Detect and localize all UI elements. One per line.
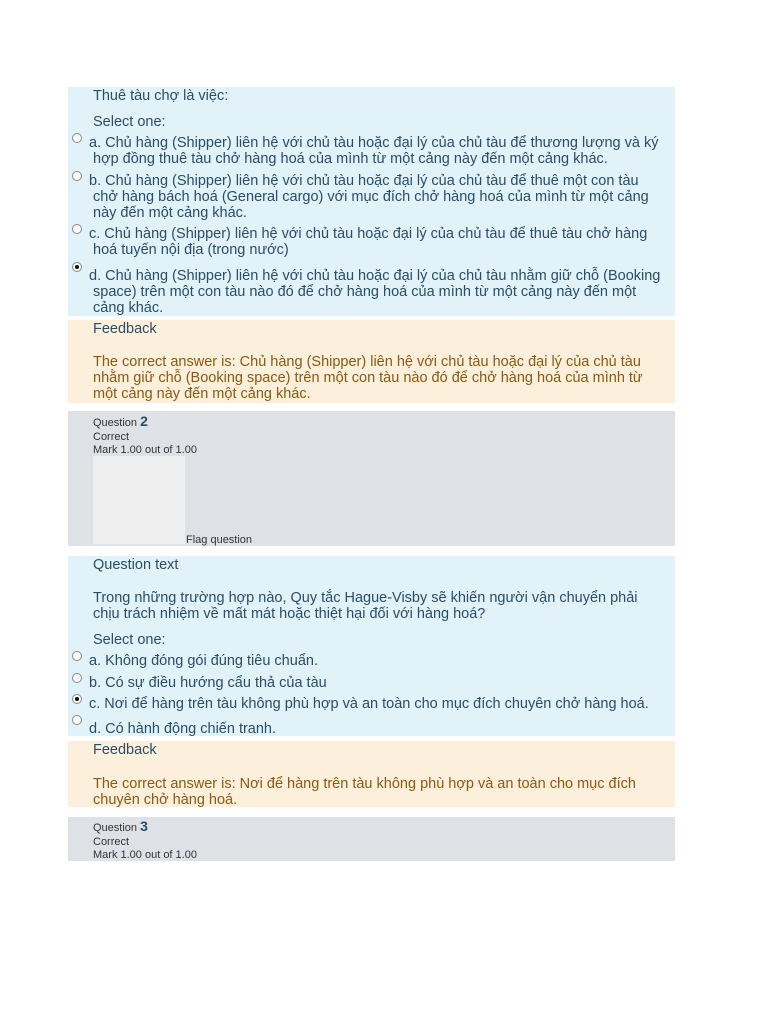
- flag-question-link[interactable]: Flag question: [186, 534, 253, 546]
- q1-option-d-line3: cảng khác.: [93, 300, 164, 316]
- question-2-state: Correct: [93, 431, 130, 443]
- question-3-mark: Mark 1.00 out of 1.00: [93, 849, 197, 861]
- question-3-heading: [93, 820, 148, 835]
- q1-option-c-radio[interactable]: [72, 224, 82, 234]
- q1-option-a-line1[interactable]: a. Chủ hàng (Shipper) liên hệ với chủ tàu hoặc đại lý của chủ tàu để thương lượng và ký: [89, 135, 659, 151]
- feedback-2-line2: chuyên chở hàng hoá.: [93, 792, 238, 808]
- q1-option-d-radio-selected[interactable]: [72, 262, 82, 272]
- question-number: 3: [140, 818, 148, 834]
- question-label: Question: [93, 417, 138, 429]
- question-2-heading: [93, 415, 148, 430]
- q2-option-a-label[interactable]: a. Không đóng gói đúng tiêu chuẩn.: [89, 653, 318, 669]
- feedback-2-heading: Feedback: [93, 742, 157, 758]
- q1-option-b-line1[interactable]: b. Chủ hàng (Shipper) liên hệ với chủ tàu hoặc đại lý của chủ tàu để thuê một con tàu: [89, 173, 639, 189]
- question-2-mark: Mark 1.00 out of 1.00: [93, 444, 197, 456]
- q2-option-a-radio[interactable]: [72, 651, 82, 661]
- question-number: 2: [140, 413, 148, 429]
- feedback-1-line1: The correct answer is: Chủ hàng (Shipper) liên hệ với chủ tàu hoặc đại lý của chủ tàu: [93, 354, 641, 370]
- feedback-1-line3: một cảng này đến một cảng khác.: [93, 386, 311, 402]
- question-label: Question: [93, 822, 138, 834]
- question-3-state: Correct: [93, 836, 130, 848]
- q2-option-d-label[interactable]: d. Có hành động chiến tranh.: [89, 721, 277, 737]
- select-one-label-2: Select one:: [93, 632, 166, 648]
- q2-option-b-radio[interactable]: [72, 673, 82, 683]
- q1-option-a-line2: hợp đồng thuê tàu chở hàng hoá của mình từ một cảng này đến một cảng khác.: [93, 151, 608, 167]
- q2-option-c-label[interactable]: c. Nơi để hàng trên tàu không phù hợp và an toàn cho mục đích chuyên chở hàng hoá.: [89, 696, 649, 712]
- q1-option-a-radio[interactable]: [72, 133, 82, 143]
- q1-option-b-line3: này đến một cảng khác.: [93, 205, 247, 221]
- q1-option-b-radio[interactable]: [72, 171, 82, 181]
- question-2-prompt-line1: Trong những trường hợp nào, Quy tắc Hague-Visby sẽ khiến người vận chuyển phải: [93, 590, 638, 606]
- q1-option-c-line1[interactable]: c. Chủ hàng (Shipper) liên hệ với chủ tàu hoặc đại lý của chủ tàu để thuê tàu chở hàng: [89, 226, 648, 242]
- feedback-1-heading: Feedback: [93, 321, 157, 337]
- q2-option-d-radio[interactable]: [72, 715, 82, 725]
- q1-option-b-line2: chở hàng bách hoá (General cargo) với mục đích chở hàng hoá của mình từ một cảng: [93, 189, 649, 205]
- q1-option-c-line2: hoá tuyến nội địa (trong nước): [93, 242, 289, 258]
- feedback-1-line2: nhằm giữ chỗ (Booking space) trên một con tàu nào đó để chở hàng hoá của mình từ: [93, 370, 643, 386]
- select-one-label: Select one:: [93, 114, 166, 130]
- q1-option-d-line1[interactable]: d. Chủ hàng (Shipper) liên hệ với chủ tàu hoặc đại lý của chủ tàu nhằm giữ chỗ (Booking: [89, 268, 661, 284]
- question-2-text-heading: Question text: [93, 557, 179, 573]
- flag-icon-placeholder[interactable]: [93, 456, 185, 544]
- question-2-prompt-line2: chịu trách nhiệm về mất mát hoặc thiệt hại đối với hàng hoá?: [93, 606, 486, 622]
- feedback-2-line1: The correct answer is: Nơi để hàng trên tàu không phù hợp và an toàn cho mục đích: [93, 776, 636, 792]
- q2-option-b-label[interactable]: b. Có sự điều hướng cẩu thả của tàu: [89, 675, 327, 691]
- question-1-prompt: Thuê tàu chợ là việc:: [93, 88, 229, 104]
- q2-option-c-radio-selected[interactable]: [72, 694, 82, 704]
- q1-option-d-line2: space) trên một con tàu nào đó để chở hàng hoá của mình từ một cảng này đến một: [93, 284, 637, 300]
